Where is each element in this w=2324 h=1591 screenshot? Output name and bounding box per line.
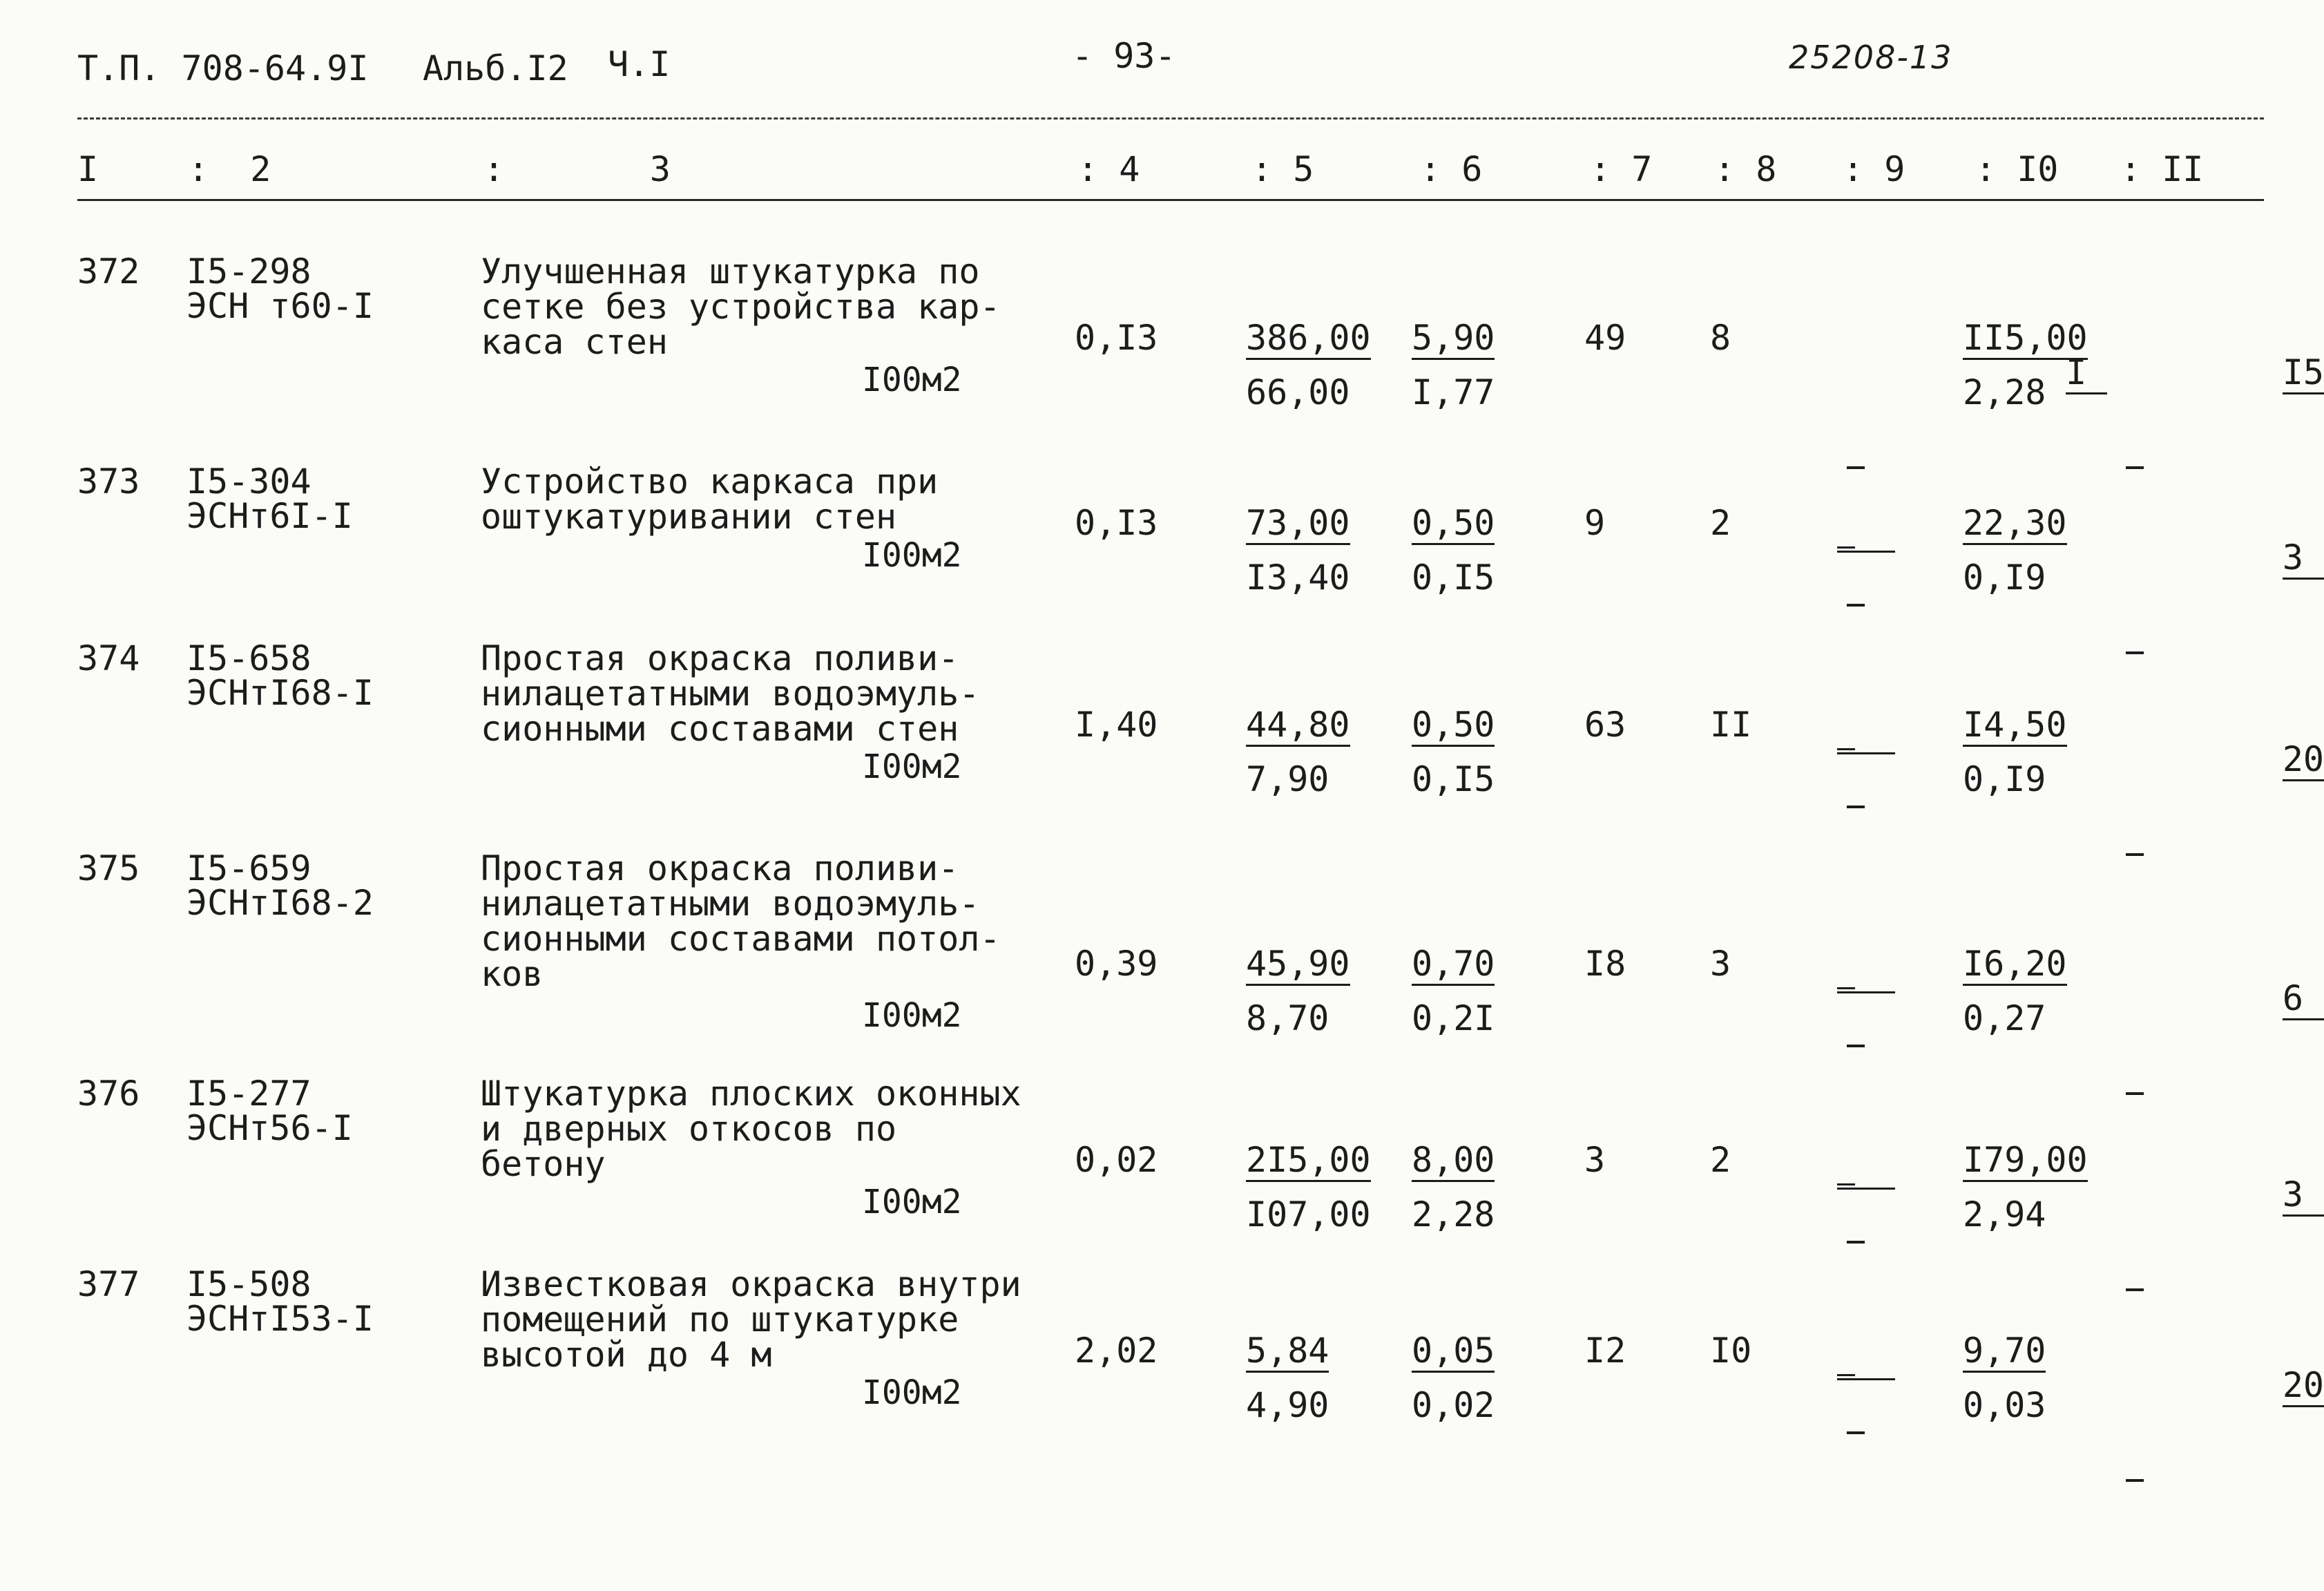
cell-col4: 2,02 bbox=[1075, 1331, 1158, 1371]
cell-col9-denominator bbox=[1847, 604, 1865, 607]
stamp-number: 25208-13 bbox=[1789, 39, 1953, 76]
cell-col7: I8 bbox=[1584, 944, 1626, 984]
cell-col5-denominator: 7,90 bbox=[1246, 759, 1329, 799]
cell-col10 bbox=[1963, 1331, 2046, 1425]
cell-col5 bbox=[1246, 503, 1350, 598]
cell-col10-numerator: 22,30 bbox=[1963, 506, 2067, 545]
cell-col11-denominator bbox=[2126, 466, 2144, 469]
cell-col10 bbox=[1963, 707, 2067, 797]
unit-of-measure: I00м2 bbox=[862, 747, 962, 786]
row-number: 376 bbox=[77, 1074, 140, 1114]
description-line: оштукатуривании стен bbox=[481, 497, 897, 537]
description-line: сионными составами стен bbox=[481, 709, 959, 749]
cell-col5-denominator: 66,00 bbox=[1246, 372, 1350, 412]
description-line: сионными составами потол- bbox=[481, 919, 1001, 959]
cell-col9-numerator bbox=[1837, 745, 1895, 754]
cell-col6-numerator: 0,05 bbox=[1412, 1333, 1495, 1373]
cell-col10-denominator: 0,I9 bbox=[1963, 759, 2046, 799]
cell-col5-denominator: 8,70 bbox=[1246, 998, 1329, 1038]
description-line: бетону bbox=[481, 1144, 606, 1184]
cell-col4: 0,I3 bbox=[1075, 318, 1158, 358]
cell-col5-numerator: 2I5,00 bbox=[1246, 1143, 1371, 1182]
cell-col11-denominator bbox=[2126, 1288, 2144, 1291]
column-header-3: : 3 bbox=[483, 149, 671, 189]
cell-col11-denominator bbox=[2126, 651, 2144, 654]
cell-col7: 49 bbox=[1584, 318, 1626, 358]
cell-col11-numerator: 3 bbox=[2283, 1177, 2324, 1217]
cell-col10-numerator: I79,00 bbox=[1963, 1143, 2088, 1182]
work-description bbox=[481, 461, 939, 537]
cell-col10-numerator: 9,70 bbox=[1963, 1333, 2046, 1373]
cell-col5 bbox=[1246, 707, 1350, 797]
cell-col11-denominator bbox=[2126, 1479, 2144, 1482]
cell-col6 bbox=[1412, 946, 1495, 1036]
unit-of-measure: I00м2 bbox=[862, 1373, 962, 1412]
work-description bbox=[481, 1076, 1021, 1182]
cell-col5-numerator: 73,00 bbox=[1246, 506, 1350, 545]
description-line: сетке без устройства кар- bbox=[481, 287, 1001, 327]
esn-code: ЭСНтI68-2 bbox=[186, 883, 374, 923]
column-header-9: : 9 bbox=[1843, 149, 1905, 189]
cell-col5 bbox=[1246, 1140, 1371, 1235]
cell-col6 bbox=[1412, 503, 1495, 598]
cell-col9 bbox=[1837, 521, 1895, 607]
cell-col10-denominator: 0,03 bbox=[1963, 1385, 2046, 1425]
norm-code: I5-659 bbox=[186, 848, 311, 888]
norm-code: I5-658 bbox=[186, 638, 311, 678]
cell-col11-numerator: 6 bbox=[2283, 981, 2324, 1020]
cell-col5-numerator: 386,00 bbox=[1246, 321, 1371, 360]
cell-col10 bbox=[1963, 318, 2088, 412]
cell-col6-numerator: 0,50 bbox=[1412, 707, 1495, 747]
cell-col9-denominator bbox=[1847, 1241, 1865, 1244]
cell-col8: II bbox=[1710, 705, 1752, 745]
cell-col6-numerator: 8,00 bbox=[1412, 1143, 1495, 1182]
cell-col11-numerator: I5 bbox=[2283, 355, 2324, 394]
cell-col11-numerator: 3 bbox=[2283, 540, 2324, 580]
cell-col5-denominator: I3,40 bbox=[1246, 558, 1350, 598]
cell-col10-denominator: 0,I9 bbox=[1963, 558, 2046, 598]
description-line: ков bbox=[481, 954, 544, 994]
cell-col6 bbox=[1412, 318, 1495, 412]
cell-col6-numerator: 5,90 bbox=[1412, 321, 1495, 360]
cell-col10-denominator: 2,94 bbox=[1963, 1194, 2046, 1235]
row-number: 373 bbox=[77, 461, 140, 502]
cell-col7: I2 bbox=[1584, 1331, 1626, 1371]
cell-col9 bbox=[1837, 962, 1895, 1047]
cell-col6-denominator: 0,02 bbox=[1412, 1385, 1495, 1425]
cell-col6-numerator: 0,70 bbox=[1412, 946, 1495, 986]
esn-code: ЭСНт56-I bbox=[186, 1108, 353, 1148]
cell-col11-numerator: 20 bbox=[2283, 742, 2324, 781]
unit-of-measure: I00м2 bbox=[862, 1183, 962, 1221]
description-line: высотой до 4 м bbox=[481, 1335, 772, 1375]
cell-col5-denominator: I07,00 bbox=[1246, 1194, 1371, 1235]
unit-of-measure: I00м2 bbox=[862, 536, 962, 575]
cell-col10 bbox=[1963, 946, 2067, 1036]
cell-col6-denominator: 2,28 bbox=[1412, 1194, 1495, 1235]
cell-col5 bbox=[1246, 1331, 1329, 1425]
part-number: Ч.I bbox=[608, 44, 671, 84]
cell-col4: 0,I3 bbox=[1075, 503, 1158, 543]
album-number: Альб.I2 bbox=[423, 48, 568, 88]
cell-col6 bbox=[1412, 707, 1495, 797]
description-line: Простая окраска поливи- bbox=[481, 638, 959, 678]
cell-col8: 3 bbox=[1710, 944, 1731, 984]
cell-col5-denominator: 4,90 bbox=[1246, 1385, 1329, 1425]
cell-col6-denominator: I,77 bbox=[1412, 372, 1495, 412]
cell-col4: 0,02 bbox=[1075, 1140, 1158, 1180]
cell-col11-numerator: 20 bbox=[2283, 1368, 2324, 1407]
cell-col11 bbox=[2116, 707, 2324, 960]
description-line: нилацетатными водоэмуль- bbox=[481, 674, 980, 714]
cell-col9-denominator bbox=[1847, 806, 1865, 808]
cell-col10-denominator: 0,27 bbox=[1963, 998, 2046, 1038]
page-number: - 93- bbox=[1072, 36, 1176, 76]
row-number: 372 bbox=[77, 251, 140, 292]
doc-reference: Т.П. 708-64.9I bbox=[77, 48, 369, 88]
cell-col5-numerator: 5,84 bbox=[1246, 1333, 1329, 1373]
cell-col9-numerator bbox=[1837, 984, 1895, 993]
cell-col5-numerator: 45,90 bbox=[1246, 946, 1350, 986]
cell-col7: 9 bbox=[1584, 503, 1606, 543]
description-line: каса стен bbox=[481, 322, 668, 362]
cell-col6-denominator: 0,I5 bbox=[1412, 558, 1495, 598]
cell-col7: 63 bbox=[1584, 705, 1626, 745]
cell-col11-denominator bbox=[2126, 853, 2144, 856]
cell-col5 bbox=[1246, 946, 1350, 1036]
cell-col9-denominator bbox=[1847, 466, 1865, 469]
cell-col5-numerator: 44,80 bbox=[1246, 707, 1350, 747]
cell-col8: I0 bbox=[1710, 1331, 1752, 1371]
cell-col8: 8 bbox=[1710, 318, 1731, 358]
column-header-5: : 5 bbox=[1251, 149, 1314, 189]
cell-col9-numerator bbox=[1837, 1371, 1895, 1380]
cell-col8: 2 bbox=[1710, 1140, 1731, 1180]
cell-col9 bbox=[1837, 1158, 1895, 1244]
description-line: Устройство каркаса при bbox=[481, 461, 939, 502]
description-line: нилацетатными водоэмуль- bbox=[481, 884, 980, 924]
cell-col10-denominator: 2,28 bbox=[1963, 372, 2046, 412]
cell-col8: 2 bbox=[1710, 503, 1731, 543]
cell-col5 bbox=[1246, 318, 1371, 412]
cell-col9-numerator bbox=[1837, 544, 1895, 553]
norm-code: I5-277 bbox=[186, 1074, 311, 1114]
column-header-2: : 2 bbox=[188, 149, 271, 189]
column-header-10: : I0 bbox=[1975, 149, 2059, 189]
description-line: и дверных откосов по bbox=[481, 1109, 897, 1149]
cell-col7: 3 bbox=[1584, 1140, 1606, 1180]
cell-col6-denominator: 0,I5 bbox=[1412, 759, 1495, 799]
cell-col10 bbox=[1963, 1140, 2088, 1235]
unit-of-measure: I00м2 bbox=[862, 996, 962, 1035]
cell-col9-numerator: I bbox=[2066, 355, 2107, 394]
cell-col10-numerator: I6,20 bbox=[1963, 946, 2067, 986]
cell-col9-numerator bbox=[1837, 1181, 1895, 1190]
description-line: Штукатурка плоских оконных bbox=[481, 1074, 1021, 1114]
cell-col10-numerator: II5,00 bbox=[1963, 321, 2088, 360]
work-description bbox=[481, 1264, 1021, 1375]
cell-col6 bbox=[1412, 1331, 1495, 1425]
norm-code: I5-304 bbox=[186, 461, 311, 502]
work-description bbox=[481, 251, 1001, 362]
column-header-11: : II bbox=[2120, 149, 2204, 189]
row-number: 374 bbox=[77, 638, 140, 678]
unit-of-measure: I00м2 bbox=[862, 361, 962, 399]
row-number: 377 bbox=[77, 1264, 140, 1304]
work-description bbox=[481, 848, 1001, 994]
cell-col9-denominator bbox=[1847, 1045, 1865, 1047]
cell-col6-numerator: 0,50 bbox=[1412, 506, 1495, 545]
norm-code: I5-508 bbox=[186, 1264, 311, 1304]
description-line: Простая окраска поливи- bbox=[481, 848, 959, 888]
esn-code: ЭСН т60-I bbox=[186, 286, 374, 326]
norm-code: I5-298 bbox=[186, 251, 311, 292]
column-header-8: : 8 bbox=[1714, 149, 1777, 189]
description-line: Известковая окраска внутри bbox=[481, 1264, 1021, 1304]
cell-col6-denominator: 0,2I bbox=[1412, 998, 1495, 1038]
column-header-1: I bbox=[77, 149, 99, 189]
cell-col11-denominator bbox=[2126, 1092, 2144, 1095]
cell-col10 bbox=[1963, 503, 2067, 598]
esn-code: ЭСНт6I-I bbox=[186, 496, 353, 536]
cell-col9 bbox=[1837, 723, 1895, 808]
cell-col4: I,40 bbox=[1075, 705, 1158, 745]
work-description bbox=[481, 638, 980, 749]
cell-col4: 0,39 bbox=[1075, 944, 1158, 984]
cell-col6 bbox=[1412, 1140, 1495, 1235]
description-line: Улучшенная штукатурка по bbox=[481, 251, 980, 292]
column-header-7: : 7 bbox=[1590, 149, 1653, 189]
cell-col9-denominator bbox=[1847, 1431, 1865, 1434]
description-line: помещений по штукатурке bbox=[481, 1299, 959, 1340]
column-header-6: : 6 bbox=[1420, 149, 1483, 189]
row-number: 375 bbox=[77, 848, 140, 888]
cell-col9 bbox=[1837, 1349, 1895, 1434]
esn-code: ЭСНтI68-I bbox=[186, 673, 374, 713]
esn-code: ЭСНтI53-I bbox=[186, 1299, 374, 1339]
cell-col10-numerator: I4,50 bbox=[1963, 707, 2067, 747]
cell-col11 bbox=[2116, 1333, 2324, 1585]
column-header-4: : 4 bbox=[1077, 149, 1140, 189]
